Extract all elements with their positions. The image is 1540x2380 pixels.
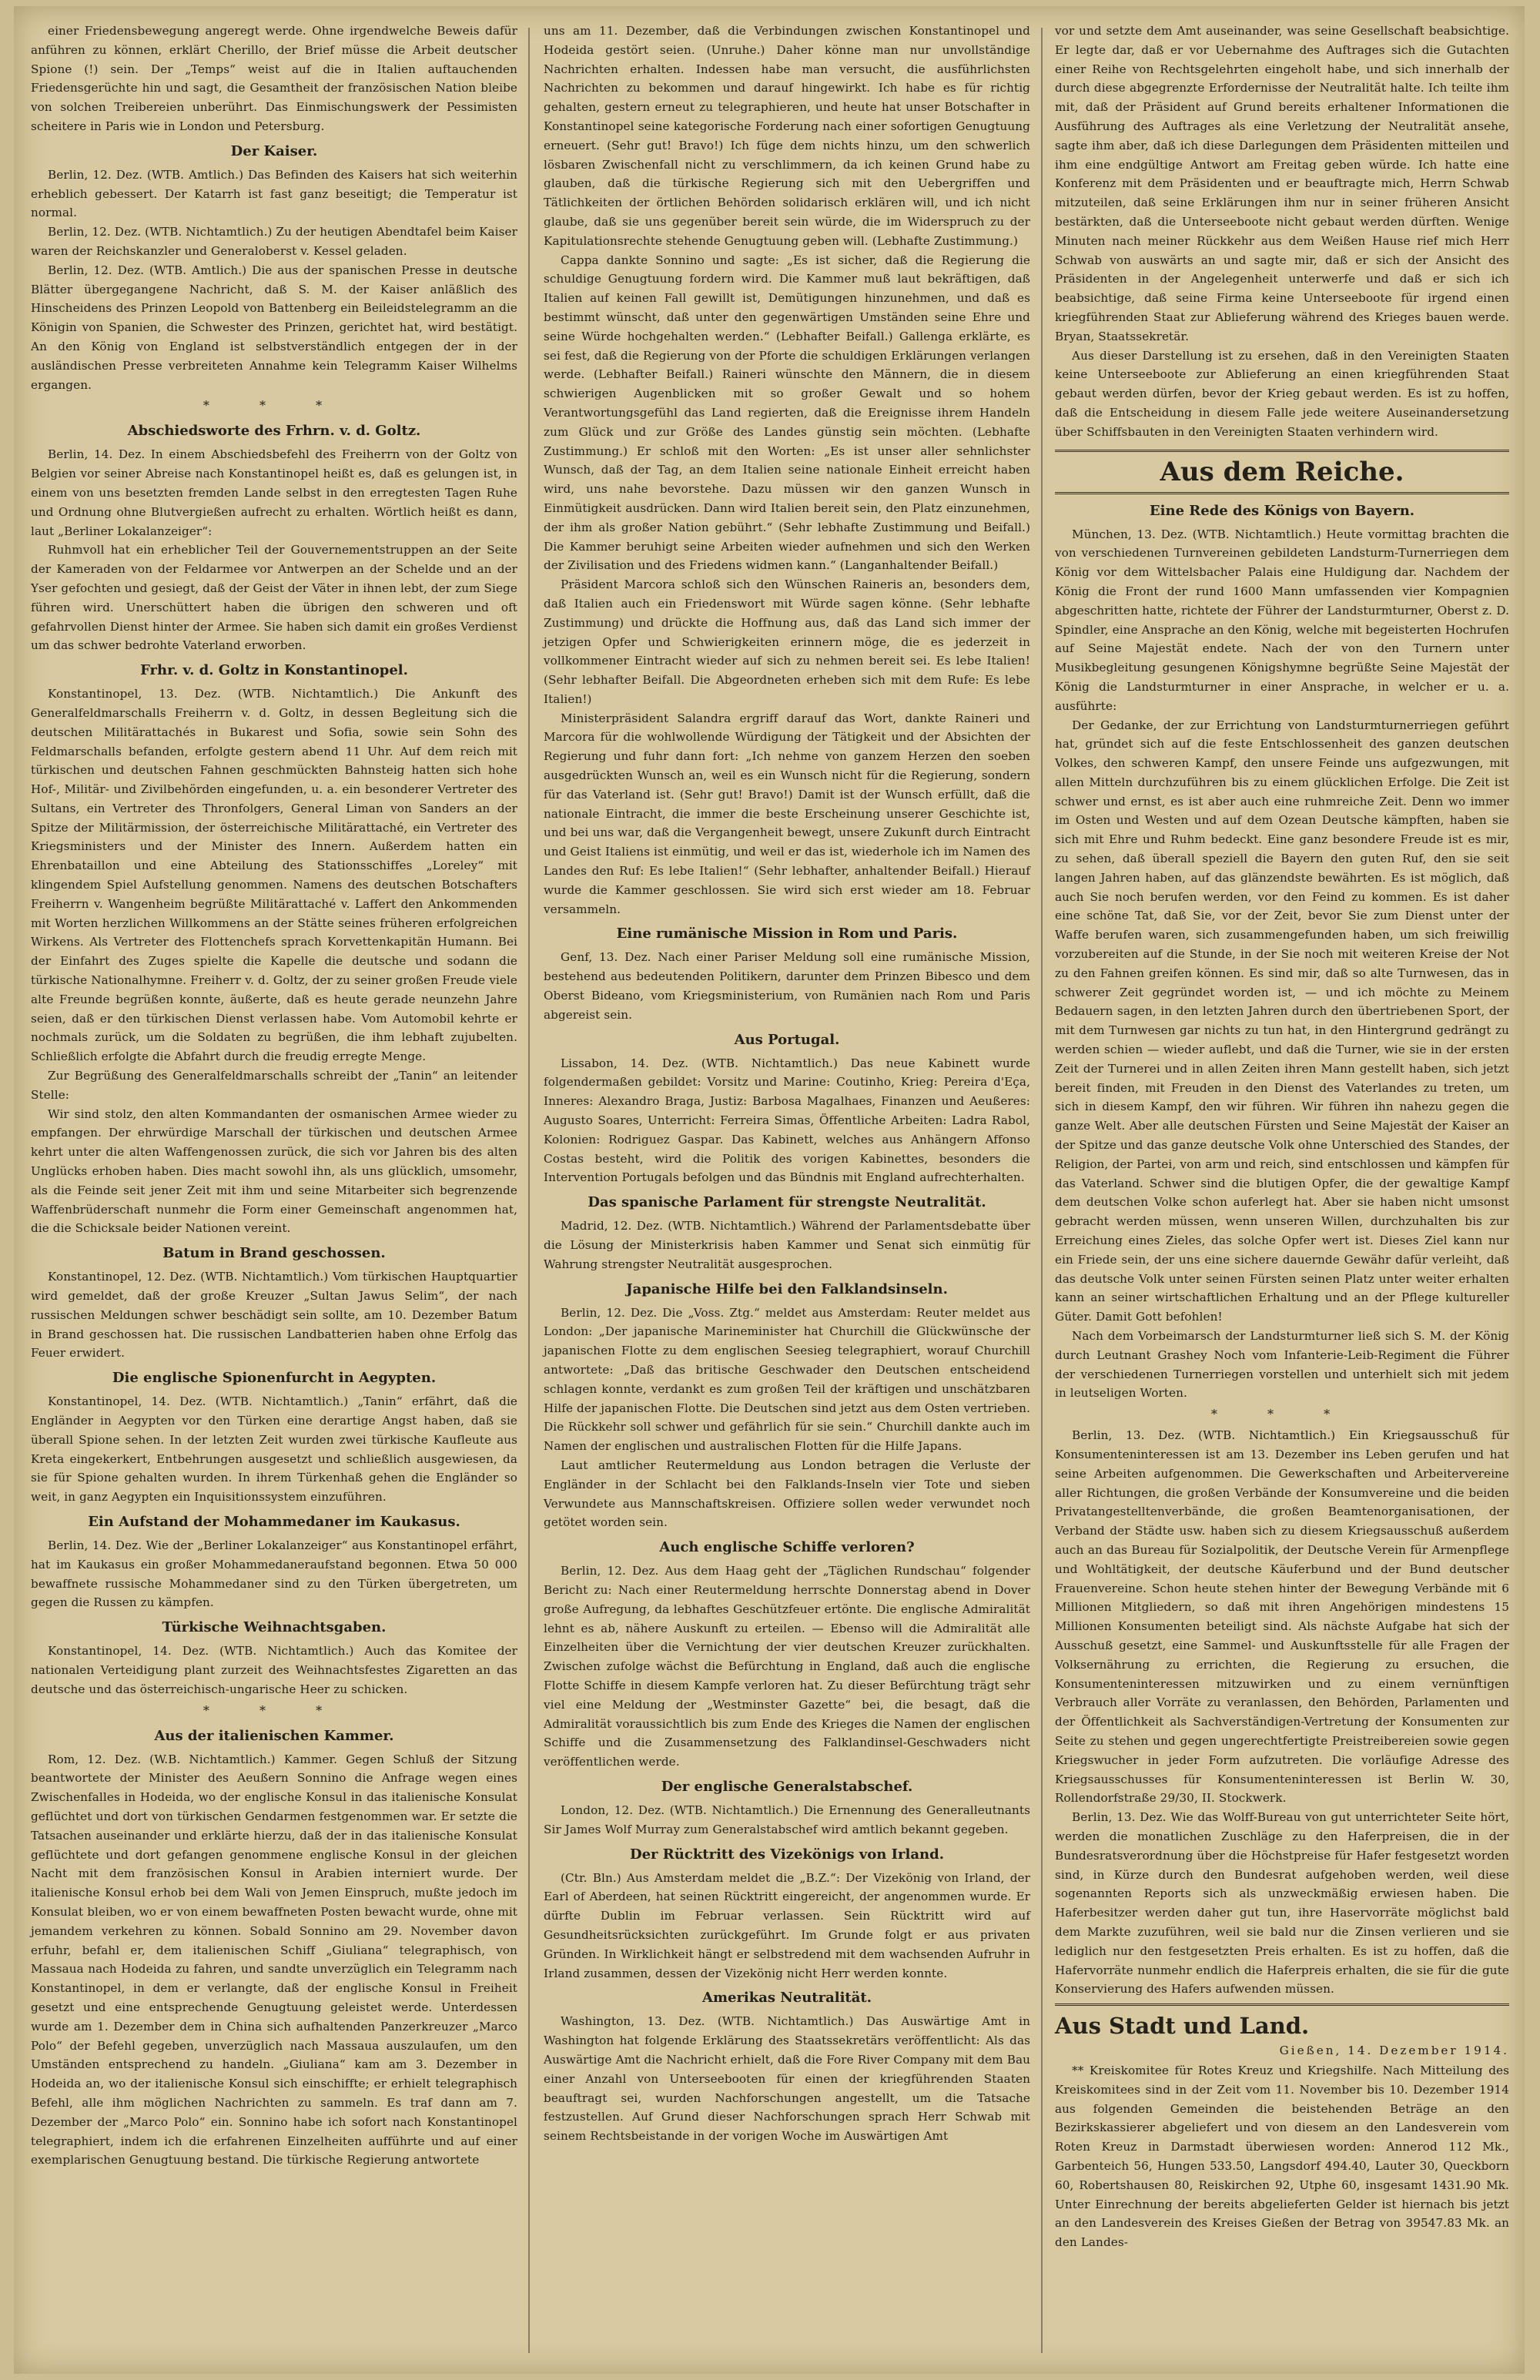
article-text: Aus dieser Darstellung ist zu ersehen, daß in den Vereinigten Staaten keine Unterseeboote zur Ablieferung an einen kriegführenden Staat gebaut werden dürfen, bevor der Krieg gebaut werden. Es ist zu hoffen, daß die Entscheidung in diesem Falle jede weitere Auseinandersetzung über Schiffsbauten in den Vereinigten Staaten verhindern wird. [1055,348,1513,439]
article-text: Präsident Marcora schloß sich den Wünschen Raineris an, besonders dem, daß Italien auch ein Friedenswort mit Würde sagen könne. (Sehr lebhafte Zustimmung) und drückte die Hoffnung aus, daß das Land sich immer der jetzigen Opfer und Schwierigkeiten erinnern möge, die es jederzeit in vollkommener Eintracht wieder auf sich zu nehmen bereit sei. Es lebe Italien! (Sehr lebhafter Beifall. Die Abgeordneten erheben sich mit dem Rufe: Es lebe Italien!) [544,577,1034,706]
column-rule [528,28,530,2353]
article-text: Berlin, 13. Dez. (WTB. Nichtamtlich.) Ein Kriegsausschuß für Konsumenteninteressen ist am 13. Dezember ins Leben gerufen und hat seine Arbeiten aufgenommen. Die Gewerkschaften und Arbeitervereine aller Richtungen, die großen Verbände der Konsumvereine und die beiden Privatangestelltenverbände, die großen Beamtenorganisationen, der Verband der Städte usw. haben sich zu diesem Kriegsausschuß außerdem auch an das Bureau für Sozialpolitik, der Deutsche Verein für Armenpflege und Wohltätigkeit, der deutsche Käuferbund und der Bund deutscher Frauenvereine. Schon heute stehen hinter der Bewegung Verbände mit 6 Millionen Mitgliedern, so daß mit ihren Angehörigen mindestens 15 Millionen Konsumenten beteiligt sind. Als nächste Aufgabe hat sich der Ausschuß gesetzt, eine Sammel- und Auskunftsstelle für alle Fragen der Volksernährung zu errichten, die Regierung zu ersuchen, die Konsumenteninteressen mitzuwirken und zu einem vernünftigen Verbrauch aller Vorräte zu veranlassen, den Behörden, Parlamenten und der Öffentlichkeit als Sachverständigen-Vertretung der Konsumenten zur Seite zu stehen und gegen ungerechtfertigte Preistreibereien sowie gegen Kriegswucher in jeder Form aufzutreten. Die vorläufige Adresse des Kriegsausschusses für Konsumenteninteressen ist Berlin W. 30, Rollendorfstraße 29/30, II. Stockwerk. [1055,1428,1513,1806]
headline-der-kaiser: Der Kaiser. [230,142,318,159]
column-1 [31,22,521,2358]
column-2 [544,22,1034,2358]
headline-goltz-konstantinopel: Frhr. v. d. Goltz in Konstantinopel. [140,662,408,679]
article-text: Konstantinopel, 14. Dez. (WTB. Nichtamtlich.) Auch das Komitee der nationalen Verteidigung plant zurzeit des Weihnachtsfestes Zigaretten an das deutsche und das österreichisch-ungarische Heer zu schicken. [31,1644,521,1696]
article-text: Ministerpräsident Salandra ergriff darauf das Wort, dankte Raineri und Marcora für die wohlwollende Würdigung der Tätigkeit und der Absichten der Regierung und fuhr dann fort: „Ich nehme von ganzem Herzen den soeben ausgedrückten Wunsch an, weil es ein Wunsch nicht für die Regierung, sondern für das Vaterland ist. (Sehr gut! Bravo!) Damit ist der Wunsch erfüllt, daß die nationale Eintracht, die immer die beste Erscheinung unserer Geschichte ist, und bei uns war, daß die Vergangenheit bewegt, unsere Zukunft durch Eintracht und Geist Italiens ist einmütig, und weil er das ist, wiederhole ich im Namen des Landes den Ruf: Es lebe Italien!“ (Sehr lebhafter, anhaltender Beifall.) Hierauf wurde die Kammer geschlossen. Sie wird sich erst wieder am 18. Februar versammeln. [544,711,1034,916]
article-text: Berlin, 12. Dez. Die „Voss. Ztg.“ meldet aus Amsterdam: Reuter meldet aus London: „Der japanische Marineminister hat Churchill die Glückwünsche der japanischen Flotte zu dem englischen Seesieg telegraphiert, worauf Churchill antwortete: „Daß das britische Geschwader den Deutschen entscheidend schlagen konnte, verdankt es zum großen Teil der kräftigen und unschätzbaren Hilfe der japanischen Flotte. Die Deutschen sind jetzt aus dem Osten vertrieben. Die Rückkehr soll schwer und gefährlich für sie sein.“ Churchill dankte auch im Namen der englischen und australischen Flotten für die Hilfe Japans. [544,1305,1034,1454]
article-text: vor und setzte dem Amt auseinander, was seine Gesellschaft beabsichtige. Er legte dar, daß er vor Uebernahme des Auftrages sich die Gutachten einer Reihe von Rechtsgelehrten eingeholt habe, und sich innerhalb der durch diese abgegrenzte Erfordernisse der Neutralität halte. Ich teilte ihm mit, daß der Präsident auf Grund bereits erhaltener Informationen die Ausführung des Auftrages als eine Verletzung der Neutralität ansehe, sagte ihm aber, daß ich diese Darlegungen dem Präsidenten mitteilen und ihm eine endgültige Antwort am Freitag geben würde. Ich hatte eine Konferenz mit dem Präsidenten und er beauftragte mich, Herrn Schwab mitzuteilen, daß seine Erklärungen ihm nur in seiner früheren Ansicht bestärkten, daß die Unterseeboote nicht gebaut werden dürften. Wenige Minuten nach meiner Rückkehr aus dem Weißen Hause rief mich Herr Schwab von auswärts an und sagte mir, daß er sich der Ansicht des Präsidenten in der Angelegenheit unterwerfe und daß er sich ich beabsichtige, daß seine Firma keine Unterseeboote für irgend einen kriegführenden Staat zur Ablieferung während des Krieges bauen werde. Bryan, Staatssekretär. [1055,24,1513,343]
headline-koenig-bayern: Eine Rede des Königs von Bayern. [1149,502,1415,519]
newspaper-page [14,6,1525,2374]
article-text: Ruhmvoll hat ein erheblicher Teil der Gouvernementstruppen an der Seite der Kameraden von der Feldarmee vor Antwerpen an der Schelde und an der Yser gefochten und gesiegt, daß der Geist der Väter in ihnen lebt, der zum Siege führen wird. Unerschüttert haben die übrigen den schweren und oft gefahrvollen Dienst hinter der Armee. Sie haben sich damit ein großes Verdienst um das schwer bedrohte Vaterland erworben. [31,543,521,653]
article-text: Wir sind stolz, den alten Kommandanten der osmanischen Armee wieder zu empfangen. Der ehrwürdige Marschall der türkischen und deutschen Armee kehrt unter die alten Waffengenossen zurück, die sich vor Jahren bis des alten Unglücks erhoben haben. Dies macht sowohl ihn, als uns glücklich, umsomehr, als die Feinde seit jener Zeit mit ihm und seine Mitarbeiter sich begrenzende Waffenbrüderschaft nunmehr die Form einer Gemeinschaft angenommen hat, die die Schicksale beider Nationen vereint. [31,1106,521,1236]
article-text: Konstantinopel, 14. Dez. (WTB. Nichtamtlich.) „Tanin“ erfährt, daß die Engländer in Aegypten vor den Türken eine derartige Angst haben, daß sie überall Spione sehen. In der letzten Zeit wurden zwei türkische Kaufleute aus Kreta eingekerkert, Entbehrungen ausgesetzt und schließlich ausgewiesen, da sie für Spione gehalten wurden. In ihrem Türkenhaß gehen die Engländer so weit, in ganz Aegypten ein Inquisitionssystem einzuführen. [31,1394,521,1505]
article-text: Der Gedanke, der zur Errichtung von Landsturmturnerriegen geführt hat, gründet sich auf die feste Entschlossenheit des ganzen deutschen Volkes, den schweren Kampf, den unsere Feinde uns aufgezwungen, mit allen Mitteln durchzuführen bis zu einem glücklichen Erfolge. Die Zeit ist schwer und ernst, es ist aber auch eine ruhmreiche Zeit. Denn wo immer im Osten und Westen und auf dem Ozean Deutsche kämpften, haben sie sich mit Ehre und Ruhm bedeckt. Eine ganz besondere Freude ist es mir, zu sehen, daß überall speziell die Bayern den guten Ruf, den sie seit langen Jahren haben, auf das glänzendste bewährten. Es ist möglich, daß auch Sie noch berufen werden, vor den Feind zu kommen. Es ist daher eine schöne Tat, daß Sie, vor der Zeit, bevor Sie zum Dienst unter der Waffe berufen waren, sich zusammengefunden haben, um sich freiwillig vorzubereiten auf die Stunde, in der Sie noch mit weiteren Kreise der Not zu den Fahnen greifen können. Es sind mir, daß so alte Turnwesen, das in schwerer Zeit gegründet worden ist, — und ich möchte zu Meinem Bedauern sagen, in den letzten Jahren durch den übertriebenen Sport, der mit dem Turnwesen gar nichts zu tun hat, in den Hintergrund gedrängt zu werden schien — wieder auflebt, und daß die Turner, wie sie in der ersten Zeit der Turnerei und in allen Zeiten ihren Mann gestellt haben, sich jetzt bereit finden, mit Freuden in den Dienst des Vaterlandes zu treten, um sich in diesem Kampf, den wir führen. Wir führen ihn nahezu gegen die ganze Welt. Aber alle deutschen Fürsten und Seine Majestät der Kaiser an der Spitze und das ganze deutsche Volk ohne Unterschied des Standes, der Religion, der Partei, von arm und reich, sind entschlossen und kämpfen für das Vaterland. Schwer sind die blutigen Opfer, die der gewaltige Kampf dem deutschen Volke schon auferlegt hat. Aber sie haben nicht umsonst gebracht werden müssen, wenn unseren Willen, durchzuhalten bis zur Erreichung eines Zieles, das solche Opfer wert ist. Dieses Ziel kann nur ein Friede sein, der uns eine sichere dauernde Gewähr dafür verleiht, daß das deutsche Volk unter seinen Fürsten seinen Platz unter weiter erhalten kann an seiner wirtschaftlichen Erhaltung und an der Pflege kultureller Güter. Damit Gott befohlen! [1055,718,1513,1324]
article-text: Berlin, 14. Dez. Wie der „Berliner Lokalanzeiger“ aus Konstantinopel erfährt, hat im Kaukasus ein großer Mohammedaneraufstand begonnen. Etwa 50 000 bewaffnete russische Mohammedaner sind zu den Türken übergetreten, um gegen die Russen zu kämpfen. [31,1538,521,1610]
headline-rumaenische-mission: Eine rumänische Mission in Rom und Paris. [616,926,958,942]
column-3 [1055,22,1513,2358]
headline-abschiedsworte: Abschiedsworte des Frhrn. v. d. Goltz. [127,423,421,440]
section-separator: * * * [203,398,346,413]
headline-spanisches-parlament: Das spanische Parlament für strengste Neutralität. [588,1194,986,1211]
article-text: Konstantinopel, 13. Dez. (WTB. Nichtamtlich.) Die Ankunft des Generalfeldmarschalls Freiherrn v. d. Goltz, in dessen Begleitung sich die deutschen Militärattachés in Bukarest und Sofia, sowie sein Sohn des Feldmarschalls befanden, erfolgte gestern abend 11 Uhr. Auf dem reich mit türkischen und deutschen Fahnen geschmückten Bahnsteig hatten sich hohe Hof-, Militär- und Zivilbehörden eingefunden, u. a. ein besonderer Vertreter des Sultans, ein Vertreter des Thronfolgers, General Liman von Sanders an der Spitze der Militärmission, der österreichische Militärattaché, ein Vertreter des Kriegsministers und der Minister des Innern. Außerdem hatten ein Ehrenbataillon und eine Abteilung des Stationsschiffes „Loreley“ mit klingendem Spiel Aufstellung genommen. Namens des deutschen Botschafters Freiherrn v. Wangenheim begrüßte Militärattaché v. Laffert den Ankommenden mit Worten herzlichen Willkommens an der Stätte seines früheren erfolgreichen Wirkens. Als Vertreter des Flottenchefs sprach Korvettenkapitän Humann. Bei der Einfahrt des Zuges spielte die Kapelle die deutsche und sodann die türkische Nationalhymne. Freiherr v. d. Goltz, der zu seiner großen Freude viele alte Freunde begrüßen konnte, äußerte, daß es heute gerade neunzehn Jahre seien, daß er den türkischen Dienst verlassen habe. Vom Automobil kehrte er nochmals zurück, um die Soldaten zu begrüßen, die ihm lebhaft zujubelten. Schließlich erfolgte die Abfahrt durch die freudig erregte Menge. [31,687,521,1064]
article-text: Nach dem Vorbeimarsch der Landsturmturner ließ sich S. M. der König durch Leutnant Grashey Noch vom Infanterie-Leib-Regiment die Führer der verschiedenen Turnerriegen vorstellen und unterhielt sich mit jedem in leutseligen Worten. [1055,1329,1513,1401]
headline-vizekoenig-irland: Der Rücktritt des Vizekönigs von Irland. [630,1846,944,1863]
headline-italienische-kammer: Aus der italienischen Kammer. [154,1727,394,1744]
dateline: Gießen, 14. Dezember 1914. [1279,2044,1509,2058]
article-text: Berlin, 12. Dez. (WTB. Amtlich.) Das Befinden des Kaisers hat sich weiterhin erheblich gebessert. Der Katarrh ist fast ganz beseitigt; die Temperatur ist normal. [31,167,521,220]
headline-spionenfurcht: Die englische Spionenfurcht in Aegypten. [112,1370,437,1387]
article-text: Zur Begrüßung des Generalfeldmarschalls schreibt der „Tanin“ an leitender Stelle: [31,1069,521,1102]
column-rule [1041,28,1043,2353]
article-text: Laut amtlicher Reutermeldung aus London betragen die Verluste der Engländer in der Schlacht bei den Falklands-Inseln vier Tote und sieben Verwundete aus Mannschaftskreisen. Offiziere sollen weder verwundet noch getötet worden sein. [544,1458,1034,1530]
headline-kaukasus: Ein Aufstand der Mohammedaner im Kaukasus. [88,1513,460,1530]
article-text: Berlin, 12. Dez. (WTB. Amtlich.) Die aus der spanischen Presse in deutsche Blätter übergegangene Nachricht, daß S. M. der Kaiser anläßlich des Hinscheidens des Prinzen Leopold von Battenberg ein Beileidstelegramm an die Königin von Spanien, die Schwester des Prinzen, gerichtet hat, wird bestätigt. An den König von England ist selbstverständlich entgegen der in der ausländischen Presse verbreiteten Annahme kein Telegramm Kaiser Wilhelms ergangen. [31,263,521,392]
headline-generalstabschef: Der englische Generalstabschef. [661,1778,913,1795]
headline-batum: Batum in Brand geschossen. [162,1245,386,1262]
article-text: Lissabon, 14. Dez. (WTB. Nichtamtlich.) Das neue Kabinett wurde folgendermaßen gebildet: Vorsitz und Marine: Coutinho, Krieg: Pereira d'Eça, Inneres: Alexandro Braga, Justiz: Barbosa Magalhaes, Finanzen und Aeußeres: Augusto Soares, Unterricht: Ferreira Simas, Öffentliche Arbeiten: Ladra Rabol, Kolonien: Rodriguez Gaspar. Das Kabinett, welches aus Anhängern Affonso Costas besteht, wird die Politik des vorigen Kabinettes, besonders die Intervention Portugals befolgen und das Bündnis mit England aufrechterhalten. [544,1056,1034,1185]
article-text: Berlin, 12. Dez. (WTB. Nichtamtlich.) Zu der heutigen Abendtafel beim Kaiser waren der Reichskanzler und Generaloberst v. Kessel geladen. [31,225,521,258]
article-text: Washington, 13. Dez. (WTB. Nichtamtlich.) Das Auswärtige Amt in Washington hat folgende Erklärung des Staatssekretärs veröffentlicht: Als das Auswärtige Amt die Nachricht erhielt, daß die Fore River Company mit dem Bau einer Anzahl von Unterseebooten für einen der kriegführenden Staaten beauftragt sei, wurden Nachforschungen angestellt, um die Tatsache festzustellen. Auf Grund dieser Nachforschungen sprach Herr Schwab mit seinem Rechtsbeistande in der vorigen Woche im Auswärtigen Amt [544,2014,1034,2144]
section-separator: * * * [203,1702,346,1718]
headline-japanische-hilfe: Japanische Hilfe bei den Falklandsinseln. [626,1280,948,1297]
headline-portugal: Aus Portugal. [734,1031,840,1048]
section-title-stadt-und-land: Aus Stadt und Land. [1055,2003,1509,2041]
article-text: Rom, 12. Dez. (W.B. Nichtamtlich.) Kammer. Gegen Schluß der Sitzung beantwortete der Minister des Aeußern Sonnino die Anfrage wegen eines Zwischenfalles in Hodeida, wo der englische Konsul in das italienische Konsulat geflüchtet und dort von türkischen Gendarmen festgenommen war. Er setzte die Tatsachen auseinander und erklärte hierzu, daß der in das italienische Konsulat geflüchtete und dort gefangen genommene englische Konsul in der gleichen Nacht mit dem französischen Konsul in Arabien interniert wurde. Der italienische Konsul erhob bei dem Wali von Jemen Einspruch, mußte jedoch im Konsulat bleiben, wo er von einem bewaffneten Posten bewacht wurde, ohne mit jemandem verkehren zu können. Sobald Sonnino am 29. November davon erfuhr, befahl er, dem italienischen Schiff „Giuliana“ telegraphisch, von Massaua nach Hodeida zu fahren, und sandte unverzüglich ein Telegramm nach Konstantinopel, in dem er verlangte, daß der englische Konsul in Freiheit gesetzt und eine entsprechende Genugtuung geleistet werde. Unterdessen wurde am 1. Dezember dem in China sich aufhaltenden Panzerkreuzer „Marco Polo“ der Befehl gegeben, unverzüglich nach Massaua auszulaufen, um den Umständen entsprechend zu handeln. „Giuliana“ kam am 3. Dezember in Hodeida an, wo der italienische Konsul sich einschiffte; er erhielt telegraphisch Befehl, alle ihm möglichen Nachrichten zu sammeln. Es traf dann am 7. Dezember der „Marco Polo“ ein. Sonnino habe ich sofort nach Konstantinopel telegraphiert, indem ich die erfahrenen Einzelheiten aufführte und auf einer exemplarischen Genugtuung bestand. Die türkische Regierung antwortete [31,1752,521,2167]
headline-englische-schiffe: Auch englische Schiffe verloren? [659,1539,915,1556]
article-text: Madrid, 12. Dez. (WTB. Nichtamtlich.) Während der Parlamentsdebatte über die Lösung der Ministerkrisis haben Kammer und Senat sich einmütig für Wahrung strengster Neutralität ausgesprochen. [544,1219,1034,1271]
section-title-aus-dem-reiche: Aus dem Reiche. [1055,450,1509,494]
article-text: Genf, 13. Dez. Nach einer Pariser Meldung soll eine rumänische Mission, bestehend aus bedeutenden Politikern, darunter dem Prinzen Bibesco und dem Oberst Bideano, vom Kriegsministerium, von Rumänien nach Rom und Paris abgereist sein. [544,950,1034,1022]
headline-amerikas-neutralitaet: Amerikas Neutralität. [701,1990,872,2007]
article-text: ** Kreiskomitee für Rotes Kreuz und Kriegshilfe. Nach Mitteilung des Kreiskomitees sind in der Zeit vom 11. November bis 10. Dezember 1914 aus folgenden Gemeinden die beistehenden Beträge an den Bezirkskassierer abgeliefert und von diesem an den Landesverein vom Roten Kreuz in Darmstadt überwiesen worden: Annerod 112 Mk., Garbenteich 56, Hungen 533.50, Langsdorf 494.40, Lauter 30, Queckborn 60, Robertshausen 80, Reiskirchen 92, Utphe 60, insgesamt 1431.90 Mk. Unter Einrechnung der bereits abgelieferten Gelder ist hiernach bis jetzt an den Landesverein des Kreises Gießen der Betrag von 39547.83 Mk. an den Landes- [1055,2064,1513,2250]
article-text: einer Friedensbewegung angeregt werde. Ohne irgendwelche Beweis dafür anführen zu können, erklärt Cherillo, der Brief müsse die Arbeit deutscher Spione (!) sein. Der „Temps“ weist auf die in Italien auftauchenden Friedensgerüchte hin und sagt, die Gesamtheit der französischen Nation bleibe von solchen Treibereien unberührt. Das Einmischungswerk der Pessimisten scheitere in Paris wie in London und Petersburg. [31,24,521,133]
article-text: München, 13. Dez. (WTB. Nichtamtlich.) Heute vormittag brachten die von verschiedenen Turnvereinen gebildeten Landsturm-Turnerriegen dem König vor dem Wittelsbacher Palais eine Huldigung dar. Nachdem der König die Front der rund 1600 Mann umfassenden vier Kompagnien abgeschritten hatte, richtete der Führer der Landsturmturner, Oberst z. D. Spindler, eine Ansprache an den König, welche mit begeisterten Hochrufen auf Seine Majestät endete. Nach der von den Turnern unter Musikbegleitung gesungenen Königshymne begrüßte Seine Majestät der König die Landsturmturner in einer Ansprache, in welcher er u. a. ausführte: [1055,527,1513,713]
article-text: Konstantinopel, 12. Dez. (WTB. Nichtamtlich.) Vom türkischen Hauptquartier wird gemeldet, daß der große Kreuzer „Sultan Jawus Selim“, der nach russischen Meldungen schwer beschädigt sein sollte, am 10. Dezember Batum in Brand geschossen hat. Die russischen Landbatterien haben ohne Erfolg das Feuer erwidert. [31,1270,521,1361]
section-separator: * * * [1210,1407,1354,1422]
article-text: uns am 11. Dezember, daß die Verbindungen zwischen Konstantinopel und Hodeida gestört seien. (Unruhe.) Daher könne man nur unvollständige Nachrichten erhalten. Indessen habe man versucht, die ausführlichsten Nachrichten zu bekommen und darauf hingewirkt. Ich habe es für richtig gehalten, gestern erneut zu telegraphieren, und heute hat unser Botschafter in Konstantinopel seine kategorische Forderung nach einer sofortigen Genugtuung erneuert. (Sehr gut! Bravo!) Ich füge dem nichts hinzu, um den schwerlich lösbaren Zwischenfall nicht zu verschlimmern, da ich keinen Grund habe zu glauben, daß die türkische Regierung sich mit den Uebergriffen und Tätlichkeiten der örtlichen Behörden solidarisch erklären will, und ich nicht glaube, daß sie uns gegenüber bereit sein würde, die im Widerspruch zu der Kapitulationsrechte stehende Genugtuung geben will. (Lebhafte Zustimmung.) [544,24,1034,248]
article-text: Berlin, 13. Dez. Wie das Wolff-Bureau von gut unterrichteter Seite hört, werden die monatlichen Zuschläge zu den Haferpreisen, die in der Bundesratsverordnung über die Höchstpreise für Hafer festgesetzt worden sind, in Kürze durch den Bundesrat aufgehoben werden, weil diese sogenannten Reports sich als unzweckmäßig erwiesen haben. Die Haferbesitzer werden daher gut tun, ihre Haservorräte möglichst bald dem Markte zuzuführen, weil sie bald nur die Zinsen verlieren und sie lediglich nur den festgesetzten Preis erhalten. Es ist zu hoffen, daß die Hafervorräte nunmehr endlich die Haferpreis erhalten, die sie für die gute Konservierung des Hafers aufwenden müssen. [1055,1810,1513,1997]
headline-weihnachtsgaben: Türkische Weihnachtsgaben. [162,1619,387,1636]
article-text: (Ctr. Bln.) Aus Amsterdam meldet die „B.Z.“: Der Vizekönig von Irland, der Earl of Aberdeen, hat seinen Rücktritt eingereicht, der angenommen wurde. Er dürfte Dublin im Februar verlassen. Sein Rücktritt wird auf Gesundheitsrücksichten zurückgeführt. Im Grunde folgt er aus privaten Gründen. In Wirklichkeit hängt er selbstredend mit dem wachsenden Aufruhr in Irland zusammen, dessen der Vizekönig nicht Herr werden konnte. [544,1870,1034,1980]
article-text: Berlin, 14. Dez. In einem Abschiedsbefehl des Freiherrn von der Goltz von Belgien vor seiner Abreise nach Konstantinopel heißt es, daß es gelungen ist, in einem von uns besetzten fremden Lande selbst in den erregtesten Tagen Ruhe und Ordnung ohne Blutvergießen aufrecht zu erhalten. Wörtlich heißt es dann, laut „Berliner Lokalanzeiger“: [31,447,521,538]
article-text: Berlin, 12. Dez. Aus dem Haag geht der „Täglichen Rundschau“ folgender Bericht zu: Nach einer Reutermeldung herrschte Donnerstag abend in Dover große Aufregung, da lebhaftes Geschützfeuer ertönte. Die englische Admiralität lehnt es ab, nähere Auskunft zu erteilen. — Ebenso will die Admiralität alle Einzelheiten über die Vernichtung der vier deutschen Kreuzer zurückhalten. Zwischen zufolge wächst die Befürchtung in England, daß auch die englische Flotte Schiffe in diesem Kampfe verloren hat. Zu dieser Befürchtung trägt sehr viel eine Meldung der „Westminster Gazette“ bei, die besagt, daß die Admiralität voraussichtlich bis zum Ende des Krieges die Namen der englischen Schiffe und die Zusammensetzung des Falklandinsel-Geschwaders nicht veröffentlichen werde. [544,1564,1034,1769]
article-text: London, 12. Dez. (WTB. Nichtamtlich.) Die Ernennung des Generalleutnants Sir James Wolf Murray zum Generalstabschef wird amtlich bekannt gegeben. [544,1803,1034,1836]
article-text: Cappa dankte Sonnino und sagte: „Es ist sicher, daß die Regierung die schuldige Genugtuung fordern wird. Die Kammer muß laut bekräftigen, daß Italien auf keinen Fall gewillt ist, Demütigungen hinzunehmen, und daß es bestimmt wünscht, daß unter den gegenwärtigen Umständen seine Ehre und seine Würde hochgehalten werden.“ (Lebhafter Beifall.) Gallenga erklärte, es sei fest, daß die Regierung von der Pforte die schuldigen Erklärungen verlangen werde. (Lebhafter Beifall.) Raineri wünschte den Männern, die in diesem schwierigen Augenblicken mit so großer Gewalt und so hohem Verantwortungsgefühl das Land regierten, daß die Ereignisse ihrem Handeln zum Glück und zur Größe des Landes günstig sein möchten. (Lebhafte Zustimmung.) Er schloß mit den Worten: „Es ist unser aller sehnlichster Wunsch, daß der Tag, an dem Italien seine nationale Einheit erreicht haben wird, uns nahe bevorstehe. Dazu müssen wir den ganzen Wunsch in Einmütigkeit ausdrücken. Dann wird Italien bereit sein, den Platz einzunehmen, der ihm als großer Nation gebührt.“ (Sehr lebhafte Zustimmung und Beifall.) Die Kammer beruhigt seine Arbeiten wieder aufnehmen und sich den Werken der Zivilisation und des Friedens widmen kann.“ (Langanhaltender Beifall.) [544,253,1034,573]
